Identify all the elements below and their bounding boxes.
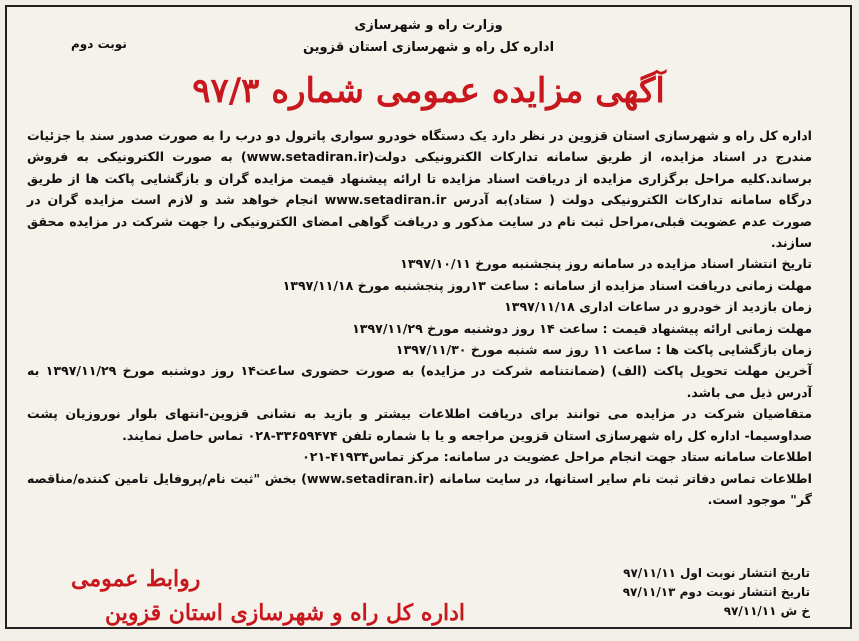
line-setad-contact: اطلاعات سامانه ستاد جهت انجام مراحل عضویت در سامانه: مرکز تماس۴۱۹۳۴-۰۲۱ [302, 449, 812, 465]
second-publish-date: تاریخ انتشار نوبت دوم ۹۷/۱۱/۱۳ [622, 585, 810, 599]
line-visit-time: زمان بازدید از خودرو در ساعات اداری ۱۳۹۷/۱۱/۱۸ [504, 299, 812, 315]
contact-paragraph: متقاضیان شرکت در مزایده می توانند برای دریافت اطلاعات بیشتر و بازید به نشانی قزوین-انتهای بلوار نوروزیان پشت صداوسیما- اداره کل راه شهرسازی استان قزوین مراجعه و یا با شماره تلفن ۳۳۶۵۹۴۷۴-۰۲۸ تماس حاصل نمایند. [27, 406, 812, 443]
notice-code: خ ش ۹۷/۱۱/۱۱ [723, 604, 810, 618]
header-org [7, 15, 850, 59]
ministry-name: وزارت راه و شهرسازی [354, 18, 503, 33]
first-publish-date: تاریخ انتشار نوبت اول ۹۷/۱۱/۱۱ [623, 566, 810, 580]
line-opening-time: زمان بازگشایی پاکت ها : ساعت ۱۱ روز سه شنبه مورخ ۱۳۹۷/۱۱/۳۰ [395, 342, 812, 358]
line-bid-deadline: مهلت زمانی ارائه پیشنهاد قیمت : ساعت ۱۴ روز دوشنبه مورخ ۱۳۹۷/۱۱/۲۹ [352, 320, 812, 336]
round-tag: نوبت دوم [71, 37, 127, 51]
publish-dates [623, 564, 810, 621]
notice-page [5, 5, 852, 629]
public-relations-signature [35, 562, 465, 630]
signature-department: اداره کل راه و شهرسازی استان قزوین [104, 600, 465, 626]
notice-body [27, 125, 812, 510]
intro-paragraph: اداره کل راه و شهرسازی استان قزوین در نظر دارد یک دستگاه خودرو سواری پاترول دو درب را به صورت صدور سند با جزئیات مندرج در اسناد مزایده، از طریق سامانه تدارکات الکترونیکی دولت(www.setadiran.ir) به صورت الکترونیکی به فروش برساند.کلیه مراحل برگزاری مزایده از دریافت اسناد مزایده تا ارائه پیشنهاد قیمت مزایده گران و بازگشایی پاکت ها از طریق درگاه سامانه تدارکات الکترونیکی دولت ( ستاد)به آدرس www.setadiran.ir انجام خواهد شد و لازم است مزایده گران در صورت عدم عضویت قبلی،مراحل ثبت نام در سایت مذکور و دریافت گواهی امضای الکترونیکی را جهت شرکت در مزایده محقق سازند. [27, 128, 812, 251]
line-publish-date: تاریخ انتشار اسناد مزایده در سامانه روز پنجشنبه مورخ ۱۳۹۷/۱۰/۱۱ [400, 256, 812, 272]
department-name: اداره کل راه و شهرسازی استان قزوین [302, 40, 555, 55]
registration-paragraph: اطلاعات تماس دفاتر ثبت نام سایر استانها، در سایت سامانه (www.setadiran.ir) بخش "ثبت نام/پروفایل تامین کننده/مناقصه گر" موجود است. [27, 470, 812, 507]
line-envelope-deadline: آخرین مهلت تحویل پاکت (الف) (ضمانتنامه شرکت در مزایده) به صورت حضوری ساعت۱۴ روز دوشنبه مورخ ۱۳۹۷/۱۱/۲۹ به آدرس ذیل می باشد. [27, 363, 812, 400]
line-doc-deadline: مهلت زمانی دریافت اسناد مزایده از سامانه : ساعت ۱۳روز پنجشنبه مورخ ۱۳۹۷/۱۱/۱۸ [282, 277, 812, 293]
notice-title: آگهی مزایده عمومی شماره ۹۷/۳ [192, 71, 665, 111]
public-relations-label: روابط عمومی [71, 566, 201, 592]
